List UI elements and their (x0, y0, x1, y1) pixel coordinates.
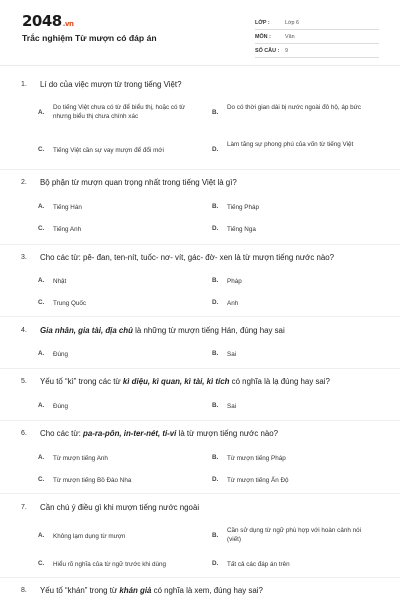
option-text: Không lạm dụng từ mượn (53, 533, 126, 540)
meta-subject-label: MÔN : (255, 34, 271, 40)
option-text: Tiếng Hán (53, 204, 82, 211)
page-title: Trắc nghiệm Từ mượn có đáp án (22, 33, 157, 43)
question-text-post: là từ mượn tiếng nước nào? (176, 429, 279, 438)
question-number: 8. (21, 587, 27, 594)
question-text (40, 326, 385, 335)
logo-text: 2048 (22, 12, 62, 30)
page-header (0, 0, 400, 62)
question-separator (0, 169, 400, 170)
option-text: Từ mượn tiếng Pháp (227, 455, 286, 462)
option-letter: A. (38, 454, 45, 461)
option-letter: C. (38, 560, 45, 567)
question-text-bold: Gia nhân, gia tài, địa chủ (40, 326, 133, 335)
option-letter: D. (212, 146, 219, 153)
question-number: 3. (21, 254, 27, 261)
option-text: Tiếng Anh (53, 226, 82, 233)
question-separator (0, 420, 400, 421)
meta-class-label: LỚP : (255, 20, 270, 26)
header-divider (0, 65, 400, 66)
option-text: Pháp (227, 278, 242, 285)
option-text: Hiểu rõ nghĩa của từ ngữ trước khi dùng (53, 561, 167, 568)
question-text (40, 503, 385, 512)
option-text: Đúng (53, 351, 69, 358)
question-text (40, 429, 385, 438)
question-text-bold: khán giả (119, 586, 152, 595)
meta-count-value: 9 (285, 48, 288, 54)
option-letter: D. (212, 476, 219, 483)
option-letter: B. (212, 109, 219, 116)
question-text-pre: Cần chú ý điều gì khi mượn tiếng nước ngoài (40, 503, 200, 512)
option-letter: B. (212, 454, 219, 461)
option-text: Sai (227, 351, 237, 358)
question-text-post: có nghĩa là lạ đúng hay sai? (229, 377, 330, 386)
question-number: 2. (21, 179, 27, 186)
question-text-bold: pa-ra-pôn, in-ter-nét, ti-vi (83, 429, 177, 438)
question-text (40, 377, 385, 386)
option-letter: B. (212, 350, 219, 357)
option-text: Từ mượn tiếng Bồ Đào Nha (53, 477, 132, 484)
option-text: Anh (227, 300, 239, 307)
question-separator (0, 316, 400, 317)
question-number: 1. (21, 81, 27, 88)
option-letter: D. (212, 225, 219, 232)
site-logo[interactable] (22, 12, 73, 30)
question-separator (0, 244, 400, 245)
question-text-pre: Cho các từ: pê- đan, ten-nít, tuốc- nơ- vít, gác- đờ- xen là từ mượn tiếng nước nào? (40, 253, 335, 262)
question-text (40, 586, 385, 595)
question-number: 7. (21, 504, 27, 511)
meta-class-row (255, 18, 379, 30)
question-separator (0, 493, 400, 494)
option-text: Sai (227, 403, 237, 410)
question-separator (0, 577, 400, 578)
meta-count-label: SỐ CÂU : (255, 48, 280, 54)
option-letter: B. (212, 203, 219, 210)
meta-subject-value: Văn (285, 34, 295, 40)
question-text-post: là những từ mượn tiếng Hán, đúng hay sai (132, 326, 285, 335)
option-text: Từ mượn tiếng Ấn Độ (227, 477, 289, 484)
logo-tld: .vn (62, 20, 74, 28)
option-letter: C. (38, 299, 45, 306)
question-text-pre: Cho các từ: (40, 429, 83, 438)
question-text-pre: Lí do của việc mượn từ trong tiếng Việt? (40, 80, 182, 89)
option-letter: C. (38, 476, 45, 483)
option-text: Từ mượn tiếng Anh (53, 455, 108, 462)
option-text: Đúng (53, 403, 69, 410)
option-text: Làm tăng sự phong phú của vốn từ tiếng Việt (227, 141, 354, 148)
option-text: Tất cả các đáp án trên (227, 561, 290, 568)
question-text-post: có nghĩa là xem, đúng hay sai? (151, 586, 263, 595)
option-letter: B. (212, 532, 219, 539)
option-letter: B. (212, 402, 219, 409)
option-letter: A. (38, 203, 45, 210)
meta-subject-row (255, 32, 379, 44)
question-text (40, 178, 385, 187)
option-letter: D. (212, 560, 219, 567)
meta-count-row (255, 46, 379, 58)
option-text: Cần sử dụng từ ngữ phù hợp với hoàn cảnh nói (viết) (227, 527, 361, 543)
question-number: 6. (21, 430, 27, 437)
question-text (40, 80, 385, 89)
question-number: 5. (21, 378, 27, 385)
option-letter: C. (38, 146, 45, 153)
question-text-pre: Yếu tố “kì” trong các từ (40, 377, 123, 386)
option-text: Do có thời gian dài bị nước ngoài đô hộ, áp bức (227, 104, 361, 111)
option-text: Trung Quốc (53, 300, 87, 307)
question-separator (0, 368, 400, 369)
option-text: Tiếng Việt cần sự vay mượn để đổi mới (53, 147, 164, 154)
option-text: Do tiếng Việt chưa có từ để biểu thị, hoặc có từ nhưng biểu thị chưa chính xác (53, 104, 186, 120)
option-text: Nhật (53, 278, 67, 285)
option-letter: A. (38, 109, 45, 116)
option-letter: D. (212, 299, 219, 306)
option-letter: A. (38, 277, 45, 284)
question-text (40, 253, 385, 262)
option-letter: B. (212, 277, 219, 284)
option-letter: A. (38, 532, 45, 539)
option-letter: C. (38, 225, 45, 232)
question-number: 4. (21, 327, 27, 334)
option-letter: A. (38, 402, 45, 409)
question-text-bold: kì diệu, kì quan, kì tài, kì tích (122, 377, 230, 386)
meta-class-value: Lớp 6 (285, 20, 300, 26)
option-letter: A. (38, 350, 45, 357)
question-text-pre: Bộ phận từ mượn quan trọng nhất trong tiếng Việt là gì? (40, 178, 237, 187)
question-text-pre: Yếu tố “khán” trong từ (40, 586, 120, 595)
option-text: Tiếng Nga (227, 226, 256, 233)
option-text: Tiếng Pháp (227, 204, 259, 211)
